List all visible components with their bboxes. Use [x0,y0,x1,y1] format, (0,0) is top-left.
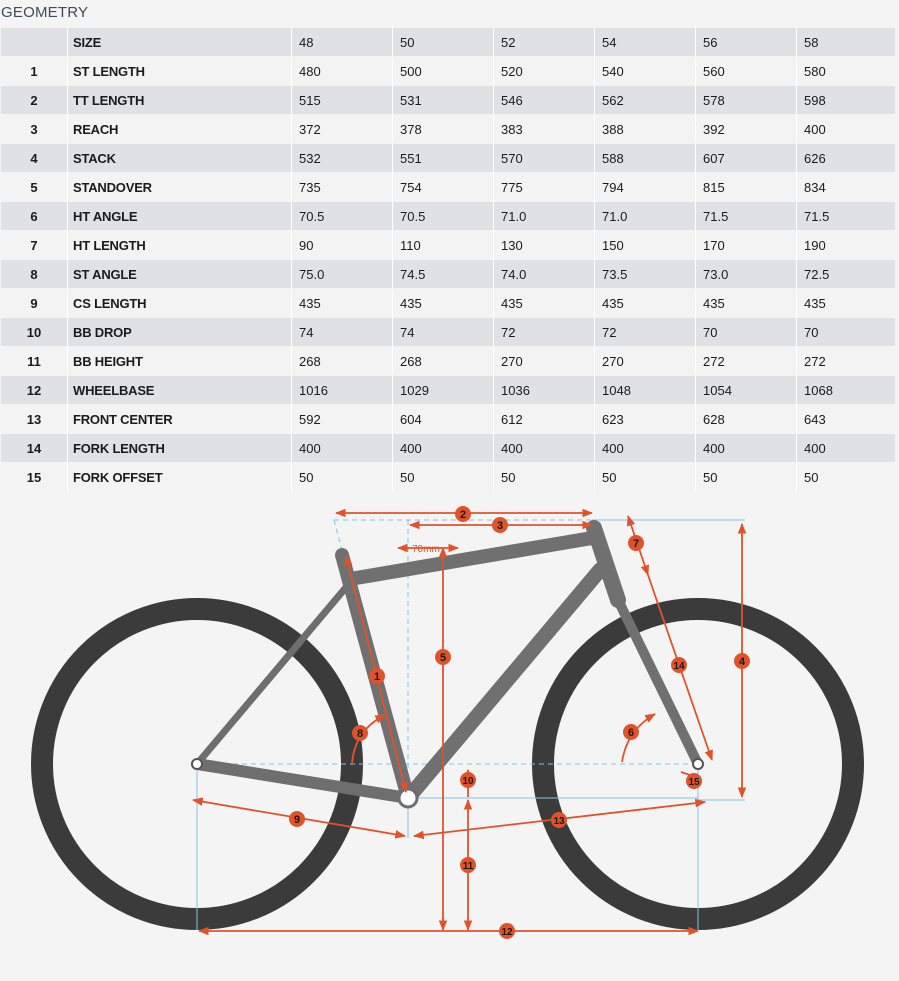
front-hub [693,759,703,769]
row-value: 392 [696,115,797,143]
dimension-marker-4 [734,653,750,669]
row-value: 400 [696,434,797,462]
row-value: 562 [595,86,696,114]
row-number: 11 [1,347,68,375]
row-value: 268 [393,347,494,375]
table-row [1,463,895,491]
dimension-marker-9 [289,811,305,827]
row-number: 13 [1,405,68,433]
row-value: 400 [797,115,895,143]
dimension-marker-2 [455,506,471,522]
svg-text:6: 6 [627,727,635,739]
row-value: 551 [393,144,494,172]
table-row [1,115,895,143]
row-value: 400 [494,434,595,462]
row-value: 72.5 [797,260,895,288]
row-label: CS LENGTH [68,289,292,317]
row-value: 794 [595,173,696,201]
row-value: 546 [494,86,595,114]
row-value: 73.0 [696,260,797,288]
dimension-marker-5 [435,649,451,665]
row-number: 9 [1,289,68,317]
header-size-58: 58 [797,28,895,56]
page-title: GEOMETRY [1,4,89,21]
row-value: 70 [797,318,895,346]
bottom-bracket [399,789,417,807]
row-value: 272 [797,347,895,375]
row-value: 110 [393,231,494,259]
dimension-marker-3 [492,517,508,533]
bike-geometry-diagram [0,492,899,981]
row-label: ST LENGTH [68,57,292,85]
row-value: 1068 [797,376,895,404]
geometry-table [1,27,895,492]
dimension-marker-6 [623,724,639,740]
svg-text:11: 11 [462,861,474,872]
svg-text:2: 2 [459,509,467,521]
row-value: 372 [292,115,393,143]
table-row [1,405,895,433]
row-label: HT LENGTH [68,231,292,259]
row-number: 5 [1,173,68,201]
row-value: 500 [393,57,494,85]
row-label: TT LENGTH [68,86,292,114]
header-size-48: 48 [292,28,393,56]
row-value: 70 [696,318,797,346]
row-value: 130 [494,231,595,259]
row-value: 71.0 [494,202,595,230]
row-number: 8 [1,260,68,288]
svg-text:15: 15 [688,777,700,788]
header-num-cell [1,28,68,56]
table-row [1,434,895,462]
dimension-marker-15 [686,773,702,789]
offset-label: 70mm [412,544,440,555]
row-value: 435 [393,289,494,317]
row-value: 1054 [696,376,797,404]
row-number: 10 [1,318,68,346]
row-label: STANDOVER [68,173,292,201]
row-value: 70.5 [292,202,393,230]
row-value: 50 [494,463,595,491]
svg-text:3: 3 [496,520,504,532]
row-value: 400 [595,434,696,462]
svg-text:8: 8 [356,728,364,740]
row-value: 270 [494,347,595,375]
row-label: WHEELBASE [68,376,292,404]
row-value: 272 [696,347,797,375]
svg-text:14: 14 [673,661,685,672]
svg-text:1: 1 [373,671,381,683]
row-value: 400 [292,434,393,462]
row-value: 435 [292,289,393,317]
row-value: 71.5 [797,202,895,230]
row-value: 74 [393,318,494,346]
row-label: FORK OFFSET [68,463,292,491]
row-value: 1048 [595,376,696,404]
svg-text:13: 13 [553,816,565,827]
row-value: 834 [797,173,895,201]
row-value: 520 [494,57,595,85]
dimension-marker-13 [551,812,567,828]
dimension-marker-1 [369,668,385,684]
row-value: 170 [696,231,797,259]
row-value: 190 [797,231,895,259]
table-row [1,202,895,230]
row-value: 435 [595,289,696,317]
row-value: 607 [696,144,797,172]
svg-text:4: 4 [738,656,746,668]
table-row [1,318,895,346]
row-value: 150 [595,231,696,259]
row-value: 268 [292,347,393,375]
row-value: 1036 [494,376,595,404]
row-value: 270 [595,347,696,375]
row-value: 1029 [393,376,494,404]
row-number: 14 [1,434,68,462]
row-value: 570 [494,144,595,172]
table-header-row [1,28,895,56]
dimension-marker-8 [352,725,368,741]
row-value: 532 [292,144,393,172]
row-value: 435 [797,289,895,317]
row-number: 2 [1,86,68,114]
svg-text:7: 7 [632,538,640,550]
row-value: 388 [595,115,696,143]
table-row [1,376,895,404]
row-value: 515 [292,86,393,114]
header-size-54: 54 [595,28,696,56]
row-value: 588 [595,144,696,172]
dimension-marker-10 [460,772,476,788]
row-value: 74 [292,318,393,346]
table-row [1,173,895,201]
row-value: 580 [797,57,895,85]
row-value: 598 [797,86,895,114]
header-size-56: 56 [696,28,797,56]
row-value: 623 [595,405,696,433]
row-number: 4 [1,144,68,172]
row-value: 628 [696,405,797,433]
row-value: 435 [696,289,797,317]
row-value: 560 [696,57,797,85]
row-value: 74.5 [393,260,494,288]
row-label: STACK [68,144,292,172]
row-value: 75.0 [292,260,393,288]
header-size-label: SIZE [68,28,292,56]
row-value: 72 [595,318,696,346]
row-value: 531 [393,86,494,114]
header-size-52: 52 [494,28,595,56]
row-value: 72 [494,318,595,346]
row-value: 50 [393,463,494,491]
row-value: 400 [393,434,494,462]
row-label: FORK LENGTH [68,434,292,462]
row-value: 71.5 [696,202,797,230]
svg-text:5: 5 [439,652,447,664]
row-value: 435 [494,289,595,317]
header-size-50: 50 [393,28,494,56]
rear-hub [192,759,202,769]
row-value: 71.0 [595,202,696,230]
row-label: REACH [68,115,292,143]
row-number: 7 [1,231,68,259]
table-row [1,260,895,288]
row-label: HT ANGLE [68,202,292,230]
row-value: 90 [292,231,393,259]
dimension-marker-14 [671,657,687,673]
table-row [1,231,895,259]
svg-text:12: 12 [501,927,513,938]
row-value: 480 [292,57,393,85]
row-label: BB DROP [68,318,292,346]
row-number: 1 [1,57,68,85]
dimension-marker-12 [499,923,515,939]
row-value: 604 [393,405,494,433]
row-value: 815 [696,173,797,201]
row-value: 50 [797,463,895,491]
row-value: 540 [595,57,696,85]
row-value: 383 [494,115,595,143]
table-row [1,144,895,172]
row-number: 15 [1,463,68,491]
table-row [1,86,895,114]
row-number: 6 [1,202,68,230]
table-row [1,289,895,317]
row-value: 578 [696,86,797,114]
row-label: FRONT CENTER [68,405,292,433]
row-label: ST ANGLE [68,260,292,288]
table-row [1,57,895,85]
row-value: 1016 [292,376,393,404]
row-value: 643 [797,405,895,433]
row-value: 73.5 [595,260,696,288]
row-value: 50 [696,463,797,491]
row-value: 626 [797,144,895,172]
dimension-marker-11 [460,857,476,873]
row-value: 50 [292,463,393,491]
row-value: 592 [292,405,393,433]
row-value: 754 [393,173,494,201]
row-value: 775 [494,173,595,201]
row-value: 400 [797,434,895,462]
row-value: 735 [292,173,393,201]
row-value: 612 [494,405,595,433]
dimension-marker-7 [628,535,644,551]
row-number: 3 [1,115,68,143]
row-value: 378 [393,115,494,143]
svg-text:10: 10 [462,776,474,787]
row-value: 70.5 [393,202,494,230]
table-row [1,347,895,375]
row-number: 12 [1,376,68,404]
row-value: 74.0 [494,260,595,288]
svg-text:9: 9 [293,814,301,826]
row-label: BB HEIGHT [68,347,292,375]
row-value: 50 [595,463,696,491]
